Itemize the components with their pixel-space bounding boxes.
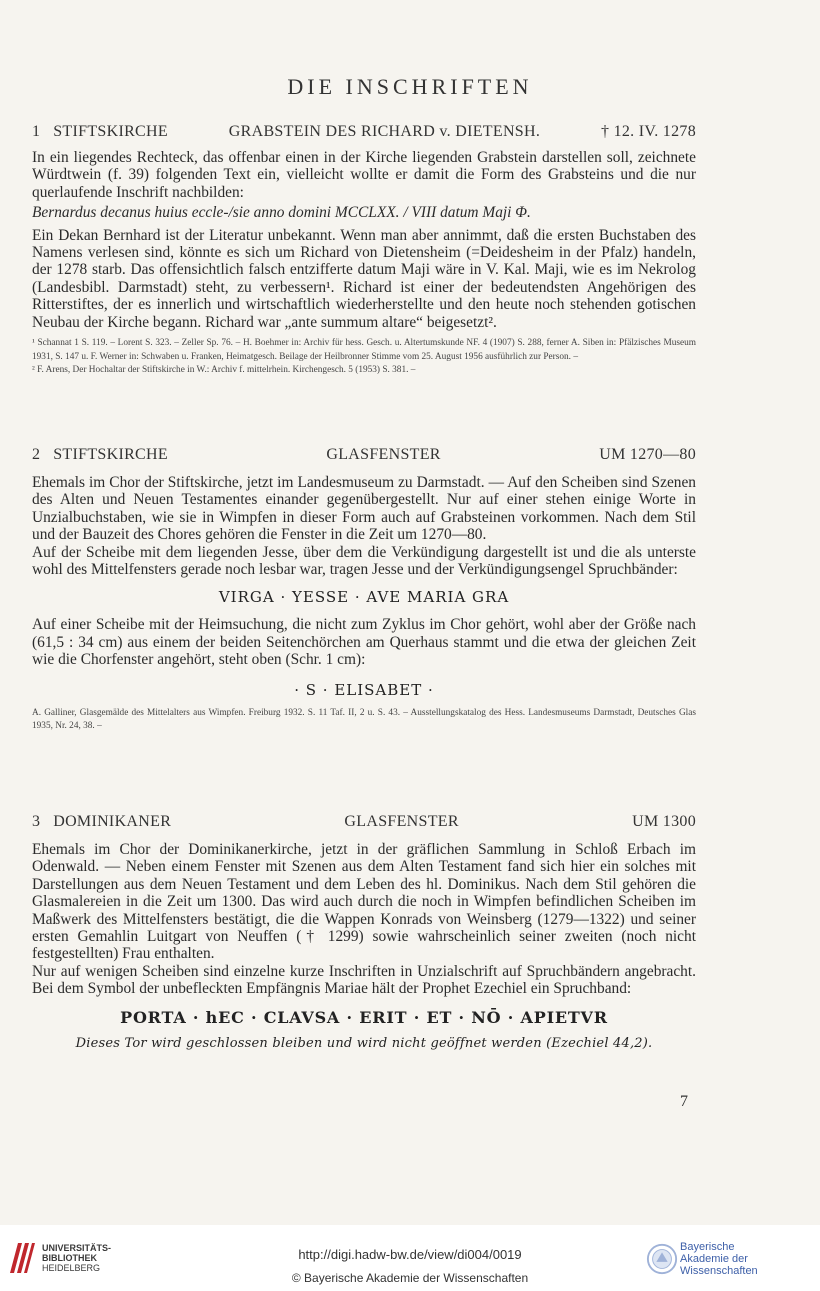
entry-2-paragraph-3: Auf einer Scheibe mit der Heimsuchung, die nicht zum Zyklus im Chor gehört, wohl aber der Größe nach (61,5 : 34 cm) aus einem der beiden Seitenchörchen am Querhaus stammt und die etwa der gleichen Zeit wie die Chorfenster angehört, steht oben (Schr. 1 cm): — [32, 616, 696, 669]
entry-1-paragraph-1: In ein liegendes Rechteck, das offenbar einen in der Kirche liegenden Grabstein darstellen soll, zeichnete Würdtwein (f. 39) folgenden Text ein, vielleicht wollte er damit die Form des Grabsteins und die nur querlaufende Inschrift nachbilden: — [32, 149, 696, 201]
running-title: DIE INSCHRIFTEN — [287, 74, 533, 99]
entry-1-footnote-1: ¹ Schannat 1 S. 119. – Lorent S. 323. – Zeller Sp. 76. – H. Boehmer in: Archiv für hess. Gesch. u. Altertumskunde NF. 4 (1907) S. 288, ferner A. Siben in: Pfälzisches Museum 1931, S. 147 u. F. Werner in: Schwaben u. Franken, Heimatgesch. Beilage der Heilbronner Stimme vom 25. August 1956 ausführlich zur Person. – — [32, 338, 696, 362]
entry-3-inscription: PORTA · hEC · CLAVSA · ERIT · ET · NŌ · APIETVR — [120, 1007, 608, 1027]
entry-3-number: 3 — [32, 813, 41, 830]
entry-2-inscription-2: · S · ELISABET · — [294, 680, 434, 699]
entry-2-date: UM 1270—80 — [599, 446, 696, 463]
entry-2-footnote: A. Galliner, Glasgemälde des Mittelalters aus Wimpfen. Freiburg 1932. S. 11 Taf. II, 2 u. S. 43. – Ausstellungskatalog des Hess. Landesmuseums Darmstadt, Deutsches Glas 1935, Nr. 24, 38. – — [32, 707, 696, 732]
entry-2-place-name: STIFTSKIRCHE — [53, 446, 168, 463]
entry-1-date: † 12. IV. 1278 — [600, 123, 696, 140]
entry-3-header — [32, 813, 696, 831]
entry-3-translation: Dieses Tor wird geschlossen bleiben und wird nicht geöffnet werden (Ezechiel 44,2). — [75, 1035, 653, 1051]
entry-1-paragraph-2: Ein Dekan Bernhard ist der Literatur unbekannt. Wenn man aber annimmt, daß die ersten Buchstaben des Namens verlesen sind, könnte es sich um Richard von Dietensheim (=Deidesheim in der Pfalz) handeln, der 1278 starb. Das offensichtlich falsch entzifferte datum Maji wäre in V. Kal. Maji, wie es im Nekrolog (Landesbibl. Darmstadt) steht, zu verbessern¹. Richard ist einer der bedeutendsten Angehörigen des Ritterstiftes, der es innerlich und wirtschaftlich wiederherstellte und den heute noch stehenden gotischen Neubau der Kirche begann. Richard war „ante summum altare“ beigesetzt². — [32, 226, 696, 331]
entry-3-place — [32, 813, 171, 831]
entry-1-place — [32, 123, 168, 141]
entry-2-subject: GLASFENSTER — [326, 446, 441, 463]
entry-2 — [32, 446, 696, 734]
entry-1-quotation: Bernardus decanus huius eccle-/sie anno domini MCCLXX. / VIII datum Maji Φ. — [32, 204, 531, 222]
badw-logo-line-2: Akademie der Wissenschaften — [680, 1253, 758, 1277]
badw-logo-link[interactable] — [646, 1241, 820, 1277]
copyright-notice: © Bayerische Akademie der Wissenschaften — [291, 1271, 529, 1285]
entry-3-paragraph-1: Ehemals im Chor der Dominikanerkirche, jetzt in der gräflichen Sammlung in Schloß Erbach im Odenwald. — Neben einem Fenster mit Szenen aus dem Alten Testament fand sich hier ein solches mit Darstellungen aus dem Neuen Testament und dem Leben des hl. Dominikus. Nach dem Stil gehören die Glasmalereien in die Zeit um 1300. Das wird auch durch die noch in Wimpfen befindlichen Scheiben im Maßwerk des Mittelfensters bestätigt, die die Wappen Konrads von Weinsberg (1279—1322) und seiner ersten Gemahlin Luitgart von Neuffen († 1299) sowie wahrscheinlich seiner zweiten (noch nicht festgestellten) Frau enthalten. — [32, 841, 696, 963]
entry-2-number: 2 — [32, 446, 41, 463]
entry-2-paragraph-2: Auf der Scheibe mit dem liegenden Jesse, über dem die Verkündigung dargestellt ist und die als unterste wohl des Mittelfensters gerade noch lesbar war, tragen Jesse und der Verkündigungsengel Spruchbänder: — [32, 543, 696, 579]
entry-2-paragraph-1: Ehemals im Chor der Stiftskirche, jetzt im Landesmuseum zu Darmstadt. — Auf den Scheiben sind Szenen des Alten und Neuen Testamentes einander gegenübergestellt. Nur auf einer stehen einige Worte in Unzialbuchstaben, wie sie in Wimpfen in dieser Form auch auf Grabsteinen vorkommen. Nach dem Stil und der Bauzeit des Chores gehören die Fenster in die Zeit um 1270—80. — [32, 474, 696, 544]
entry-1 — [32, 123, 696, 378]
badw-logo-line-1: Bayerische — [680, 1241, 735, 1253]
page-number: 7 — [680, 1093, 688, 1110]
badw-logo-text — [680, 1241, 820, 1277]
entry-3-place-name: DOMINIKANER — [53, 813, 172, 830]
ub-logo-line-1: UNIVERSITÄTS- — [42, 1243, 112, 1253]
entry-1-place-name: STIFTSKIRCHE — [53, 123, 168, 140]
entry-2-place — [32, 446, 168, 464]
ub-logo-line-2: BIBLIOTHEK — [42, 1253, 97, 1263]
entry-3-date: UM 1300 — [632, 813, 696, 830]
entry-1-number: 1 — [32, 123, 41, 140]
permalink-url[interactable]: http://digi.hadw-bw.de/view/di004/0019 — [298, 1247, 522, 1262]
badw-seal-icon — [646, 1242, 678, 1276]
entry-2-header — [32, 446, 696, 464]
entry-1-footnote-2: ² F. Arens, Der Hochaltar der Stiftskirche in W.: Archiv f. mittelrhein. Kirchengesch. 5 (1953) S. 381. – — [32, 365, 416, 376]
footer-bar — [0, 1225, 820, 1291]
entry-3 — [32, 813, 696, 1051]
entry-1-subject: GRABSTEIN DES RICHARD v. DIETENSH. — [228, 123, 541, 140]
entry-1-header — [32, 123, 696, 141]
entry-2-inscription-1: VIRGA · YESSE · AVE MARIA GRA — [218, 588, 510, 607]
entry-3-subject: GLASFENSTER — [344, 813, 459, 830]
ub-logo-line-3: HEIDELBERG — [42, 1263, 101, 1273]
entry-3-paragraph-2: Nur auf wenigen Scheiben sind einzelne kurze Inschriften in Unzialschrift auf Spruchbändern angebracht. Bei dem Symbol der unbefleckten Empfängnis Mariae hält der Prophet Ezechiel ein Spruchband: — [32, 962, 696, 998]
